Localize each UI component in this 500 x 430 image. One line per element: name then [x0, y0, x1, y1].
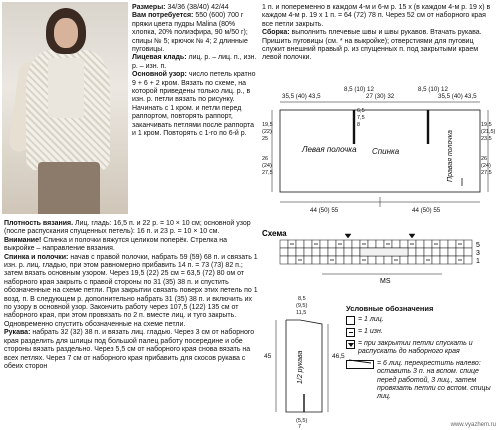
left-dim-4: 26 [262, 156, 269, 162]
density-label: Плотность вязания. [4, 220, 74, 227]
legend-item-knit [346, 316, 496, 325]
chart-cell [296, 248, 304, 256]
chart-cell [288, 256, 296, 264]
attention-label: Внимание! [4, 236, 42, 244]
ms-label: MS [380, 278, 391, 285]
main-label: Основной узор: [132, 71, 187, 79]
watermark: www.vyazhem.ru [450, 422, 496, 428]
chart-cell [320, 240, 328, 248]
legend [346, 316, 496, 402]
sleeve-label: 1/2 рукава [297, 350, 304, 384]
chart-cell [288, 248, 296, 256]
chart-cell [448, 256, 456, 264]
top-dim-2: 8,5 (10) 12 [344, 86, 374, 93]
sleeve-top-dim-1: 8,5 [298, 296, 306, 302]
chart-cell [304, 240, 312, 248]
body-text [4, 220, 258, 371]
chart-cell [456, 248, 464, 256]
chart-cell [376, 240, 384, 248]
chart-cell [408, 256, 416, 264]
chart-cable-box [360, 248, 408, 256]
armhole-dim-2: 7,5 [357, 115, 365, 121]
chart-cell [440, 248, 448, 256]
armhole-dim-3: 8 [357, 122, 361, 128]
right-front-label: Правая полочка [447, 130, 454, 182]
sizes-block [132, 4, 258, 139]
right-dim-1: 19,5 [481, 122, 492, 128]
sleeve-pattern [262, 294, 346, 428]
sleeve-right-dim: 46,5 [332, 353, 345, 360]
chart-cell [328, 248, 336, 256]
sleeves-value: набрать 32 (32) 38 п. и вязать лиц. гладью. Через 3 см от наборного края разделить для шлицы под большой палец работу посередине и обе стороны вязать раздельно. Через 5,5 см от наборного края снова вязать на всех петлях. Через 7 см от наборного края прибавить для скосов рукава с обеих сторон [4, 329, 255, 370]
legend-item-purl [346, 328, 496, 337]
chart-cell [400, 256, 408, 264]
left-dim-1: 19,5 [262, 122, 273, 128]
chart-cell [344, 256, 352, 264]
chart-drop-marker [409, 234, 415, 238]
left-dim-2: (22) [262, 129, 272, 135]
sleeves-label: Рукава: [4, 329, 31, 337]
chart-row-1: 1 [476, 258, 480, 265]
sleeve-top-dim-3: 11,5 [296, 310, 307, 316]
chart-cell [304, 248, 312, 256]
face-value: лиц. р. – лиц. п., изн. р. – изн. п. [132, 54, 257, 70]
chart-cell [376, 256, 384, 264]
chart-cell [336, 256, 344, 264]
chart-cell [336, 248, 344, 256]
chart-cell [464, 256, 472, 264]
chart-drop-marker [345, 234, 351, 238]
chart-cell [432, 256, 440, 264]
chart-cell [312, 256, 320, 264]
chart-cell [320, 256, 328, 264]
chart-row-3: 3 [476, 250, 480, 257]
chart-cell [304, 256, 312, 264]
sizes-label: Размеры: [132, 4, 166, 11]
legend-item-drop [346, 340, 496, 357]
chart-cell [352, 240, 360, 248]
chart-cell [424, 240, 432, 248]
yarn-label: Вам потребуется: [132, 12, 194, 20]
chart-cell [424, 248, 432, 256]
legend-text-purl: = 1 изн. [358, 328, 383, 335]
chart-cell [368, 256, 376, 264]
chart-cell [464, 248, 472, 256]
legend-text-drop: = при закрытии петли спускать и распускать до наборного края [358, 340, 473, 356]
chart-cell [448, 240, 456, 248]
chart-cell [352, 248, 360, 256]
chart-title: Схема [262, 229, 287, 238]
chart-cell [352, 256, 360, 264]
chart-cell [440, 240, 448, 248]
chart-cell [320, 248, 328, 256]
chart-cell [344, 248, 352, 256]
chart-cell [368, 240, 376, 248]
legend-square-empty-icon [346, 316, 355, 325]
right-dim-4: 26 [481, 156, 488, 162]
density-value: Лиц. гладь: 16,5 п. и 22 р. = 10 × 10 см; основной узор (после распускания спущенных петель): 16 п. и 23 р. = 10 × 10 см. [4, 220, 251, 236]
right-dim-5: (24) [481, 163, 491, 169]
left-dim-3: 25 [262, 136, 269, 142]
top-dim-5: 35,5 (40) 43,5 [438, 93, 477, 100]
chart-cell [328, 240, 336, 248]
legend-text-cable: = 6 лиц. перекрестить налево: оставить 3 п. на вспом. спице перед работой, 3 лиц., затем провязать петли со вспом. спицы лиц. [377, 359, 491, 401]
right-dim-3: 23,5 [481, 136, 492, 142]
chart-cell [416, 256, 424, 264]
yarn-value: 550 (600) 700 г пряжи цвета пудры Malina (80% хлопка, 20% полиэфира, 90 м/50 г); спицы № 5; крючок № 4; 2 длинные пуговицы. [132, 12, 248, 54]
left-dim-6: 27,5 [262, 170, 273, 176]
chart-cell [440, 256, 448, 264]
photo-face [54, 18, 78, 48]
sleeve-bottom-dim-1: (5,5) [296, 418, 308, 424]
photo-pants [38, 162, 100, 214]
legend-text-knit: = 1 лиц. [358, 316, 384, 323]
sleeve-left-dim: 45 [264, 353, 272, 360]
chart-cell [392, 240, 400, 248]
left-front-label: Левая полочка [302, 145, 357, 154]
chart-cell [400, 240, 408, 248]
stitch-chart [262, 228, 496, 288]
back-label: Спинка [372, 147, 400, 156]
left-dim-5: (24) [262, 163, 272, 169]
chart-cell [464, 240, 472, 248]
model-photo [2, 2, 128, 214]
chart-cell [296, 240, 304, 248]
legend-title: Условные обозначения [346, 304, 434, 313]
sleeve-top-dim-2: (9,5) [296, 303, 308, 309]
attention-value: Спинка и полочки вяжутся целиком поперёк. Стрелка на выкройке – направление вязания. [4, 236, 228, 253]
assembly-label: Сборка: [262, 29, 290, 37]
chart-cell [416, 248, 424, 256]
right-dim-6: 27,5 [481, 170, 492, 176]
chart-cell [280, 248, 288, 256]
assembly-value: выполнить плечевые швы и швы рукавов. Втачать рукава. Пришить пуговицы (см. * на выкройке); отверстиями для пуговиц служит внешний правый р. из спущенных п. под закрытыми краем левой полочки. [262, 29, 482, 62]
armhole-dim-1: 6,5 [357, 108, 365, 114]
body-label: Спинка и полочки: [4, 253, 69, 261]
legend-cable-icon [346, 360, 374, 369]
sleeve-cont: 1 п. и попеременно в каждом 4-м и 6-м р. 15 х (в каждом 4-м р. 19 х) в каждом 4-м р. 19 х 1 п. = 64 (72) 78 п. Через 52 см от наборного края все петли закрыть. [262, 4, 491, 28]
legend-square-dash-icon [346, 328, 355, 337]
top-dim-1: 35,5 (40) 43,5 [282, 93, 321, 100]
chart-cell [280, 240, 288, 248]
bottom-dim-1: 44 (50) 55 [310, 207, 339, 214]
photo-top [48, 58, 84, 118]
chart-cell [384, 256, 392, 264]
face-label: Лицевая кладь: [132, 54, 187, 62]
legend-triangle-down-icon [346, 340, 355, 349]
chart-cell [432, 248, 440, 256]
right-dim-2: (21,5) [481, 129, 496, 135]
sleeve-bottom-dim-2: 7 [298, 424, 302, 428]
top-dim-4: 8,5 (10) 12 [418, 86, 448, 93]
body-value: начав с правой полочки, набрать 59 (59) 68 п. и связать 1 изн. р. лиц. гладью, при этом равномерно прибавить 14 п. = 73 (73) 82 п.; затем вязать основным узором. Через 19,5 (22) 25 см = 63,5 (72) 80 ом от наборного края закрыть с правой стороны по 31 (35) 38 п. и спустить обозначенные на схеме петли. При закрытии связать поверх этих петель по 1 возд. п. В следующем р. дополнительно набрать 31 (35) 38 п. и включить их по узору в основной узор. Закончить работу через 107,5 (122) 135 см от наборного края, при этом провязать по 2 п. вместе лиц. и туго закрыть. Одновременно спустить обозначенные на схеме петли. [4, 253, 258, 328]
chart-cell [280, 256, 288, 264]
chart-cell [344, 240, 352, 248]
chart-cell [416, 240, 424, 248]
sizes-value: 34/36 (38/40) 42/44 [167, 4, 229, 11]
chart-row-5: 5 [476, 242, 480, 249]
bottom-dim-2: 44 (50) 55 [412, 207, 441, 214]
body-pattern-diagram [262, 82, 498, 222]
chart-cell [408, 248, 416, 256]
chart-cell [448, 248, 456, 256]
legend-item-cable [346, 360, 496, 402]
chart-cell [312, 248, 320, 256]
main-value: число петель кратно 9 + 6 + 2 кром. Вязать по схеме, на которой приведены только лиц. р., в изн. р. петли вязать по рисунку. Начинать с 1 кром. и петли перед раппортом, повторять раппорт, заканчивать петлями после раппорта и 1 кром. Повторять с 1-го по 6-й р. [132, 71, 256, 138]
right-top-text [262, 4, 496, 63]
top-dim-3: 27 (30) 32 [366, 93, 395, 100]
